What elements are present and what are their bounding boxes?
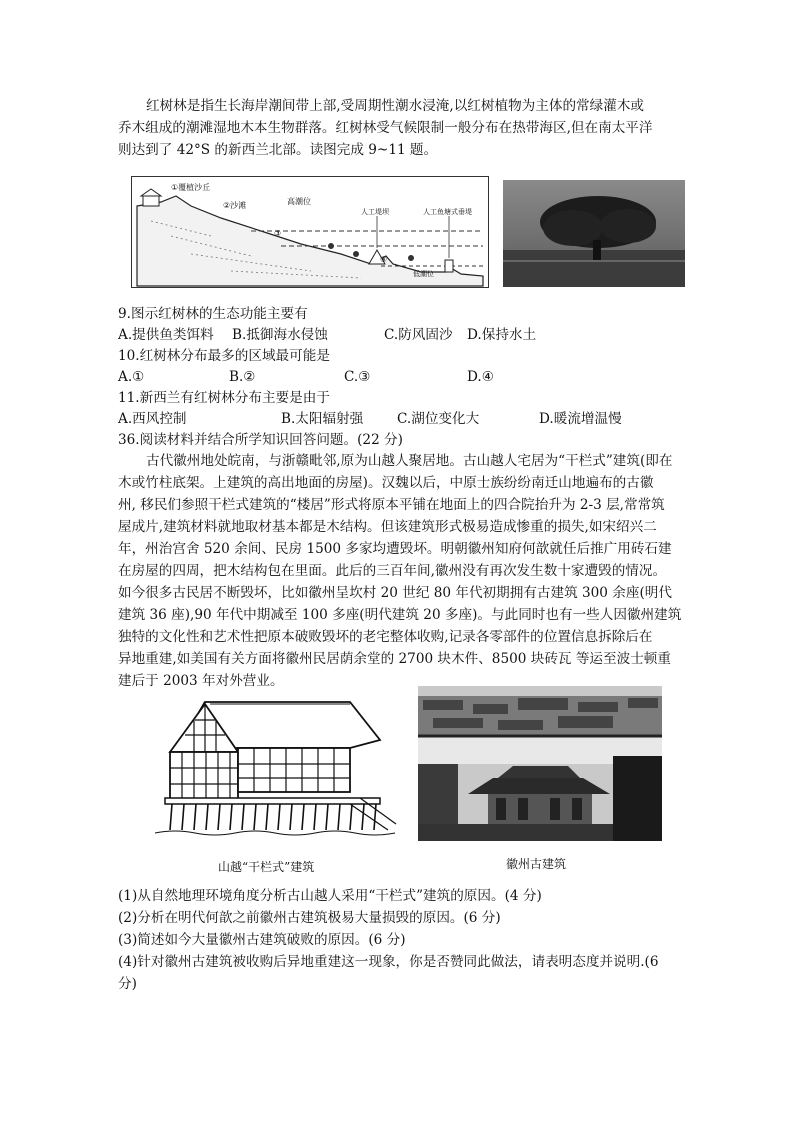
q36-material-line: 异地重建,如美国有关方面将徽州民居荫余堂的 2700 块木件、8500 块砖瓦 等运至波士顿重: [118, 651, 671, 667]
q10-option-d: D.④: [467, 369, 494, 385]
label-covered-dune: ①覆植沙丘: [171, 183, 211, 192]
q36-material-line: 建筑 36 座),90 年代中期减至 100 多座(明代建筑 20 多座)。与此同时也有一些人因徽州建筑: [118, 607, 682, 623]
q10-option-a: A.①: [118, 369, 145, 385]
q36-sub-4-cont: 分): [118, 976, 137, 992]
q36-material-line: 建后于 2003 年对外营业。: [118, 673, 284, 689]
label-pond-dike: 人工鱼塘式垂堤: [423, 208, 472, 216]
q10-option-b: B.②: [229, 369, 256, 385]
q36-material-line: 木或竹柱底架。上建筑的高出地面的房屋)。汉魏以后，中原士族纷纷南迁山地遍布的古徽: [118, 475, 654, 491]
caption-huizhou-architecture: 徽州古建筑: [506, 857, 567, 871]
label-dam: 人工堤坝: [361, 208, 389, 216]
q11-option-d: D.暖流增温慢: [539, 411, 622, 427]
intro-line-2: 乔木组成的潮滩湿地木本生物群落。红树林受气候限制一般分布在热带海区,但在南太平洋: [118, 120, 653, 136]
q9-option-d: D.保持水土: [467, 327, 537, 343]
label-high-tide: 高潮位: [287, 197, 311, 206]
q9-option-a: A.提供鱼类饵料: [118, 327, 214, 343]
intro-line-3: 则达到了 42°S 的新西兰北部。读图完成 9~11 题。: [118, 142, 438, 158]
q36-material-line: 在房屋的四周，把木结构包在里面。此后的三百年间,徽州没有再次发生数十家遭毁的情况。: [118, 563, 667, 579]
label-sand-beach: ②沙滩: [223, 201, 247, 210]
q36-stem: 36.阅读材料并结合所学知识回答问题。(22 分): [118, 432, 403, 448]
intro-line-1: 红树林是指生长海岸潮间带上部,受周期性潮水浸淹,以红树植物为主体的常绿灌木或: [146, 98, 645, 114]
q36-sub-4: (4)针对徽州古建筑被收购后异地重建这一现象，你是否赞同此做法，请表明态度并说明.(6: [118, 954, 659, 970]
q36-material-line: 古代徽州地处皖南，与浙赣毗邻,原为山越人聚居地。古山越人宅居为“干栏式”建筑(即在: [146, 453, 673, 469]
q11-option-c: C.湖位变化大: [397, 411, 480, 427]
q36-material-line: 屋成片,建筑材料就地取材基本都是木结构。但该建筑形式极易造成惨重的损失,如宋绍兴二: [118, 519, 657, 535]
label-low-tide: 低潮位: [413, 270, 434, 278]
label-zone-3: ③: [274, 229, 282, 238]
q36-material-line: 州, 移民们参照干栏式建筑的“楼居”形式将原本平铺在地面上的四合院抬升为 2-3 层,常常筑: [118, 497, 665, 513]
q11-option-b: B.太阳辐射强: [281, 411, 364, 427]
q36-sub-2: (2)分析在明代何歆之前徽州古建筑极易大量损毁的原因。(6 分): [118, 910, 501, 926]
q9-stem: 9.图示红树林的生态功能主要有: [118, 306, 308, 322]
caption-stilt-house: 山越“干栏式”建筑: [218, 860, 315, 874]
q11-option-a: A.西风控制: [118, 411, 187, 427]
q36-material-line: 年，州治宫舍 520 余间、民房 1500 多家均遭毁坏。明朝徽州知府何歆就任后推广用砖石建: [118, 541, 672, 557]
q11-stem: 11.新西兰有红树林分布主要是由于: [118, 390, 330, 406]
q9-option-b: B.抵御海水侵蚀: [232, 327, 328, 343]
huizhou-architecture-photo: [418, 686, 662, 841]
mangrove-cross-section-diagram: [131, 176, 489, 288]
label-zone-4: ④: [380, 255, 388, 264]
q36-sub-1: (1)从自然地理环境角度分析古山越人采用“干栏式”建筑的原因。(4 分): [118, 888, 542, 904]
q36-material-line: 如今很多古民居不断毁坏，比如徽州呈坎村 20 世纪 80 年代初期拥有古建筑 300 余座(明代: [118, 585, 672, 601]
q36-sub-3: (3)简述如今大量徽州古建筑破败的原因。(6 分): [118, 932, 406, 948]
mangrove-photo: [503, 180, 685, 287]
q10-option-c: C.③: [344, 369, 371, 385]
stilt-house-sketch: [150, 690, 400, 840]
q36-material-line: 独特的文化性和艺术性把原本破败毁坏的老宅整体收购,记录各零部件的位置信息拆除后在: [118, 629, 653, 645]
q10-stem: 10.红树林分布最多的区域最可能是: [118, 348, 330, 364]
q9-option-c: C.防风固沙: [384, 327, 453, 343]
